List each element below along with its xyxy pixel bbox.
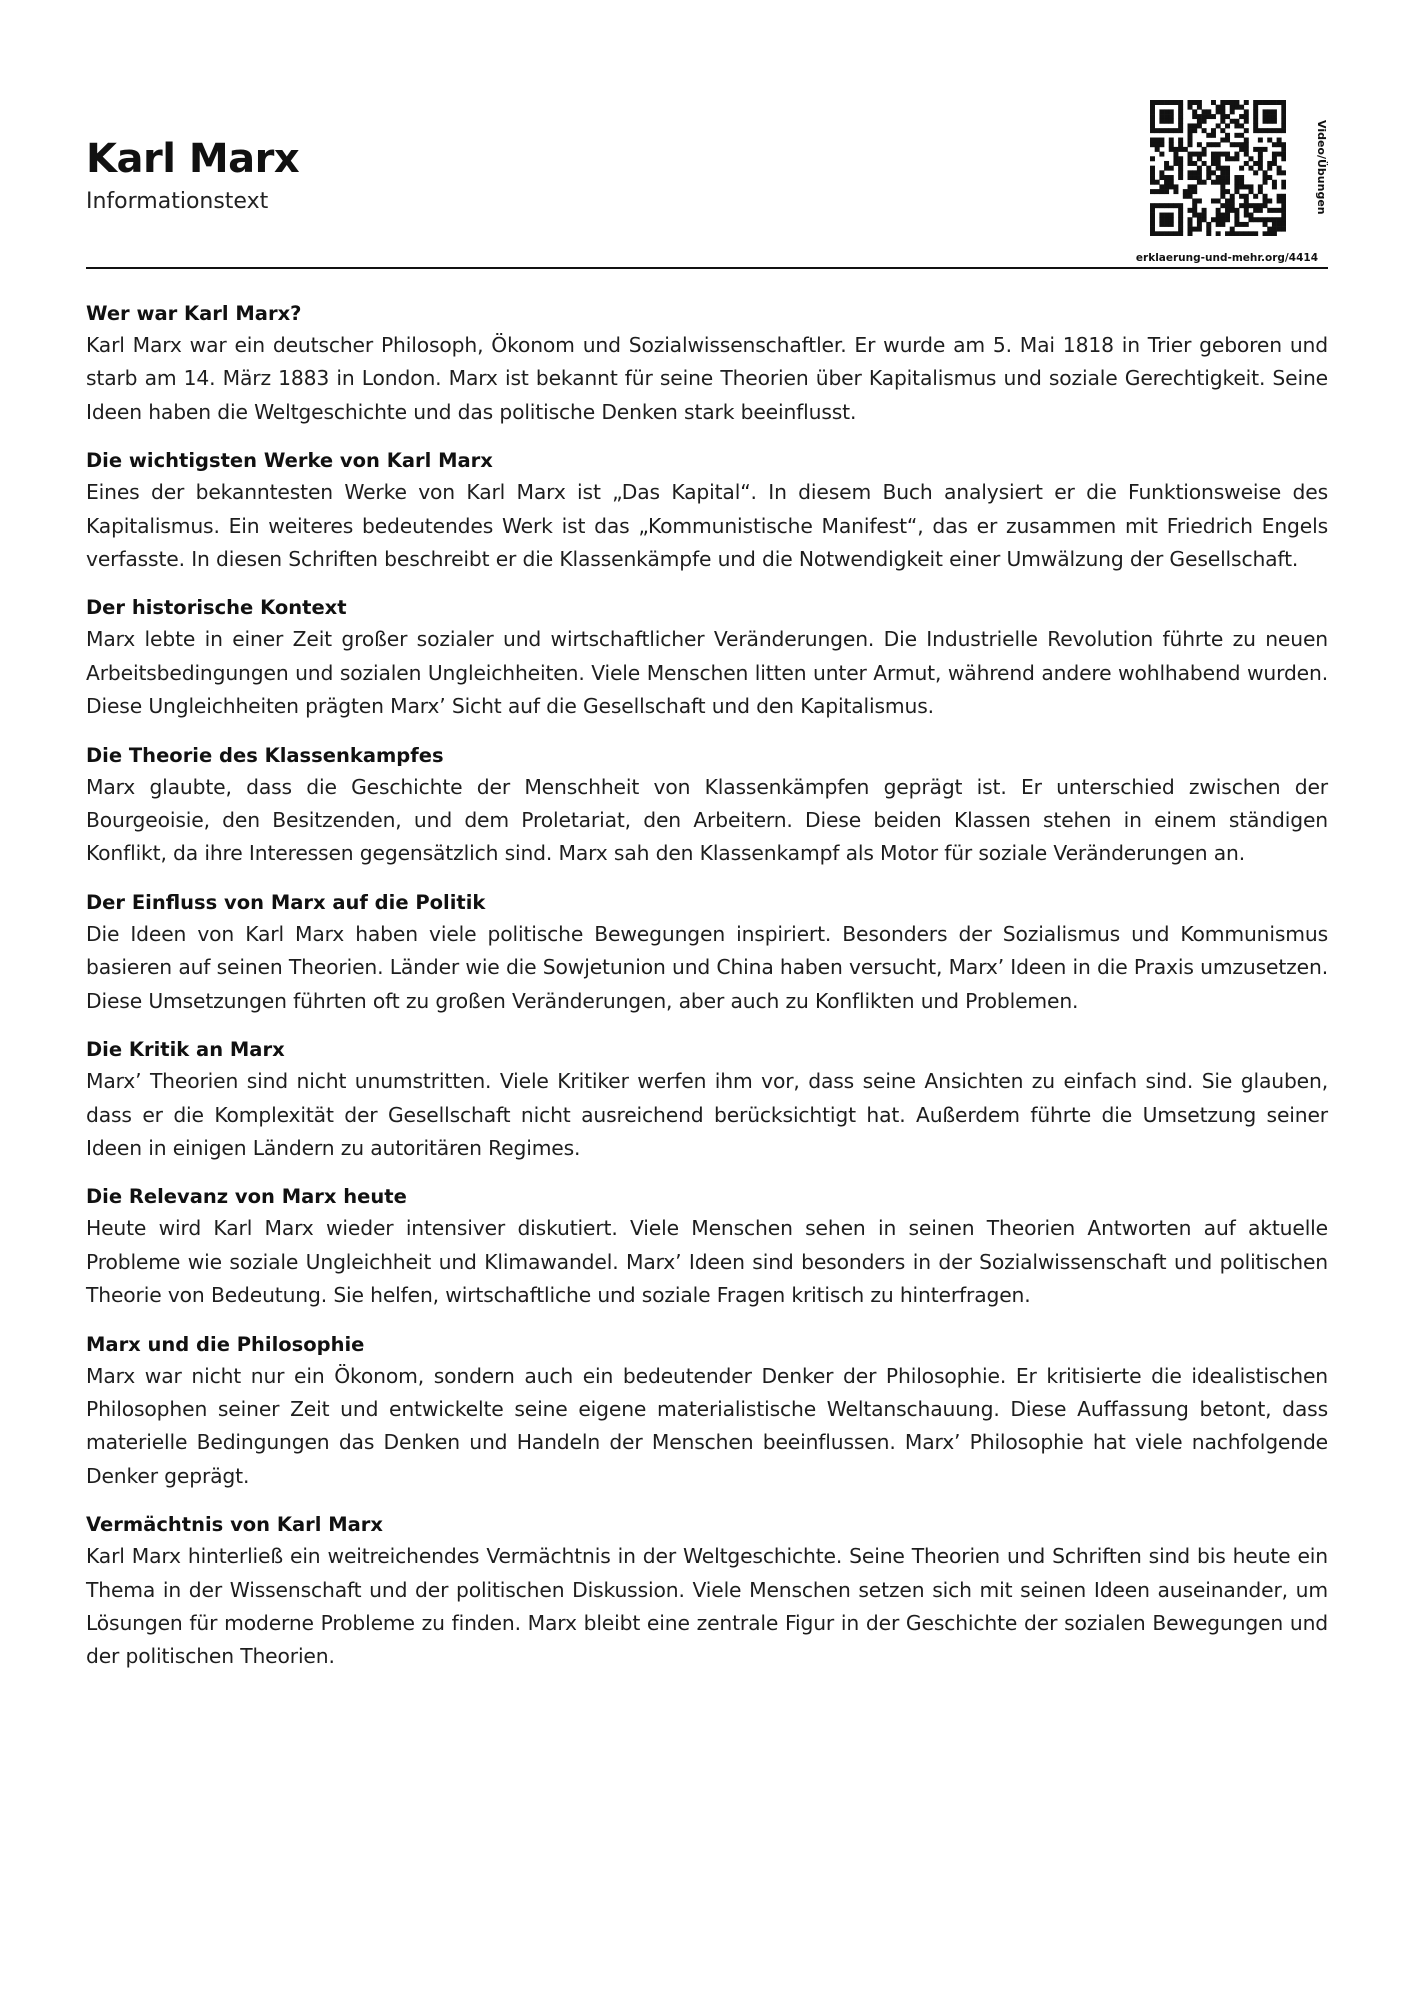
section-heading: Die Relevanz von Marx heute [86,1185,407,1209]
section-historischer-kontext [86,592,1328,723]
section-relevanz-heute [86,1181,1328,1312]
section-text: Die Ideen von Karl Marx haben viele politische Bewegungen inspiriert. Besonders der Sozialismus und Kommunismus basieren auf seinen Theorien. Länder wie die Sowjetunion und China haben versucht, Marx’ Ideen in die Praxis umzusetzen. Diese Umsetzungen führten oft zu großen Veränderungen, aber auch zu Konflikten und Problemen. [86,921,1328,1013]
section-text: Heute wird Karl Marx wieder intensiver diskutiert. Viele Menschen sehen in seinen Theorien Antworten auf aktuelle Probleme wie soziale Ungleichheit und Klimawandel. Marx’ Ideen sind besonders in der Sozialwissenschaft und politischen Theorie von Bedeutung. Sie helfen, wirtschaftliche und soziale Fragen kritisch zu hinterfragen. [86,1216,1328,1308]
section-heading: Der Einfluss von Marx auf die Politik [86,890,486,914]
section-text: Marx lebte in einer Zeit großer sozialer und wirtschaftlicher Veränderungen. Die Industrielle Revolution führte zu neuen Arbeitsbedingungen und sozialen Ungleichheiten. Viele Menschen litten unter Armut, während andere wohlhabend wurden. Diese Ungleichheiten prägten Marx’ Sicht auf die Gesellschaft und den Kapitalismus. [86,627,1328,719]
section-heading: Die wichtigsten Werke von Karl Marx [86,449,493,473]
section-heading: Marx und die Philosophie [86,1332,365,1356]
section-heading: Vermächtnis von Karl Marx [86,1513,383,1537]
section-text: Marx’ Theorien sind nicht unumstritten. Viele Kritiker werfen ihm vor, dass seine Ansichten zu einfach sind. Sie glauben, dass er die Komplexität der Gesellschaft nicht ausreichend berücksichtigt hat. Außerdem führte die Umsetzung seiner Ideen in einigen Ländern zu autoritären Regimes. [86,1069,1328,1160]
page-header [86,0,1328,268]
section-heading: Die Kritik an Marx [86,1038,285,1062]
section-text: Eines der bekanntesten Werke von Karl Marx ist „Das Kapital“. In diesem Buch analysiert er die Funktionsweise des Kapitalismus. Ein weiteres bedeutendes Werk ist das „Kommunistische Manifest“, das er zusammen mit Friedrich Engels verfasste. In diesen Schriften beschreibt er die Klassenkämpfe und die Notwendigkeit einer Umwälzung der Gesellschaft. [86,480,1328,572]
section-wichtigste-werke [86,445,1328,576]
section-kritik [86,1034,1328,1165]
section-heading: Wer war Karl Marx? [86,302,302,325]
document-body [86,298,1328,1690]
section-wer-war-karl-marx [86,298,1328,429]
source-url-link[interactable]: erklaerung-und-mehr.org/4414 [1135,252,1318,264]
section-heading: Der historische Kontext [86,596,347,620]
section-vermaechtnis [86,1509,1328,1674]
section-text: Marx war nicht nur ein Ökonom, sondern auch ein bedeutender Denker der Philosophie. Er kritisierte die idealistischen Philosophen seiner Zeit und entwickelte seine eigene materialistische Weltanschauung. Diese Auffassung betont, dass materielle Bedingungen das Denken und Handeln der Menschen beeinflussen. Marx’ Philosophie hat viele nachfolgende Denker geprägt. [86,1363,1328,1488]
page-subtitle: Informationstext [86,189,269,214]
video-uebungen-label: Video/Übungen [1315,120,1328,215]
section-text: Karl Marx hinterließ ein weitreichendes Vermächtnis in der Weltgeschichte. Seine Theorien und Schriften sind bis heute ein Thema in der Wissenschaft und der politischen Diskussion. Viele Menschen setzen sich mit seinen Ideen auseinander, um Lösungen für moderne Probleme zu finden. Marx bleibt eine zentrale Figur in der Geschichte der sozialen Bewegungen und der politischen Theorien. [86,1544,1328,1669]
section-einfluss-politik [86,887,1328,1018]
qr-code-graphic [1150,100,1286,236]
section-klassenkampf [86,740,1328,871]
section-text: Karl Marx war ein deutscher Philosoph, Ökonom und Sozialwissenschaftler. Er wurde am 5. Mai 1818 in Trier geboren und starb am 14. März 1883 in London. Marx ist bekannt für seine Theorien über Kapitalismus und soziale Gerechtigkeit. Seine Ideen haben die Weltgeschichte und das politische Denken stark beeinflusst. [86,333,1328,424]
page-title: Karl Marx [86,136,300,182]
section-heading: Die Theorie des Klassenkampfes [86,743,444,767]
section-text: Marx glaubte, dass die Geschichte der Menschheit von Klassenkämpfen geprägt ist. Er unterschied zwischen der Bourgeoisie, den Besitzenden, und dem Proletariat, den Arbeitern. Diese beiden Klassen stehen in einem ständigen Konflikt, da ihre Interessen gegensätzlich sind. Marx sah den Klassenkampf als Motor für soziale Veränderungen an. [86,774,1328,866]
section-philosophie [86,1329,1328,1494]
header-divider [86,267,1328,269]
qr-code-icon[interactable] [1150,100,1286,236]
